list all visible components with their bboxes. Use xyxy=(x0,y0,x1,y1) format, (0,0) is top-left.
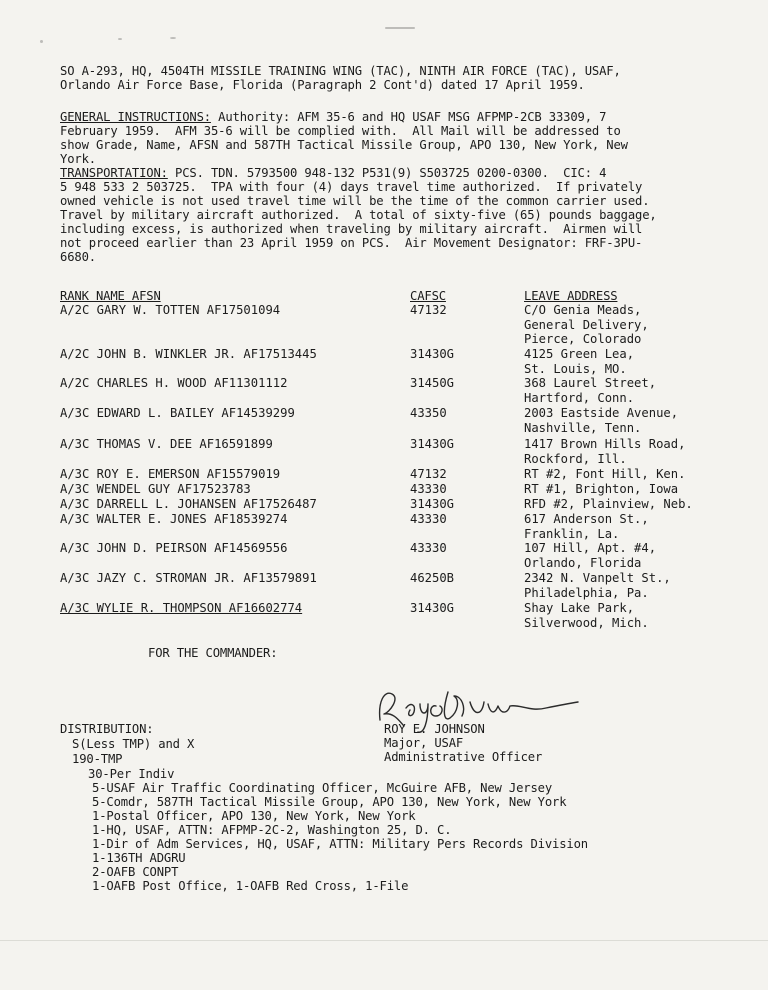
general-instructions-line-3: show Grade, Name, AFSN and 587TH Tactical Missile Group, APO 130, New York, New xyxy=(60,138,628,152)
airman-leave-address: 368 Laurel Street, Hartford, Conn. xyxy=(524,376,657,405)
scan-speck xyxy=(170,37,176,39)
transportation-line-6: not proceed earlier than 23 April 1959 on PCS. Air Movement Designator: FRF-3PU- xyxy=(60,236,643,250)
heading-line-1: SO A-293, HQ, 4504TH MISSILE TRAINING WING (TAC), NINTH AIR FORCE (TAC), USAF, xyxy=(60,64,621,78)
airman-cafsc: 47132 xyxy=(410,467,447,481)
airman-cafsc: 43350 xyxy=(410,406,447,420)
transportation-line-3: owned vehicle is not used travel time will be the time of the common carrier used. xyxy=(60,194,650,208)
transportation-line-1: TRANSPORTATION: PCS. TDN. 5793500 948-132 P531(9) S503725 0200-0300. CIC: 4 xyxy=(60,166,607,180)
table-row xyxy=(0,571,768,601)
distribution-line: 190-TMP xyxy=(72,752,123,766)
airman-leave-address: 107 Hill, Apt. #4, Orlando, Florida xyxy=(524,541,657,570)
airman-name: A/3C JAZY C. STROMAN JR. AF13579891 xyxy=(60,571,317,585)
airman-cafsc: 31430G xyxy=(410,497,455,511)
heading-line-2: Orlando Air Force Base, Florida (Paragraph 2 Cont'd) dated 17 April 1959. xyxy=(60,78,585,92)
table-row xyxy=(0,601,768,631)
general-instructions-line-1: GENERAL INSTRUCTIONS: Authority: AFM 35-6 and HQ USAF MSG AFPMP-2CB 33309, 7 xyxy=(60,110,607,124)
distribution-line: 5-USAF Air Traffic Coordinating Officer, McGuire AFB, New Jersey xyxy=(92,781,552,795)
airman-name: A/3C ROY E. EMERSON AF15579019 xyxy=(60,467,281,481)
airman-cafsc: 46250B xyxy=(410,571,455,585)
table-row xyxy=(0,347,768,377)
airman-leave-address: 1417 Brown Hills Road, Rockford, Ill. xyxy=(524,437,686,466)
airman-cafsc: 31430G xyxy=(410,347,455,361)
scan-speck xyxy=(40,40,43,43)
airman-name: A/2C JOHN B. WINKLER JR. AF17513445 xyxy=(60,347,317,361)
distribution-line: 5-Comdr, 587TH Tactical Missile Group, APO 130, New York, New York xyxy=(92,795,567,809)
table-header-address: LEAVE ADDRESS xyxy=(524,289,618,303)
distribution-line: S(Less TMP) and X xyxy=(72,737,195,751)
airman-cafsc: 43330 xyxy=(410,541,447,555)
distribution-line: 1-Dir of Adm Services, HQ, USAF, ATTN: Military Pers Records Division xyxy=(92,837,588,851)
airman-cafsc: 31430G xyxy=(410,601,455,615)
transportation-line-2: 5 948 533 2 503725. TPA with four (4) days travel time authorized. If privately xyxy=(60,180,643,194)
distribution-line: 1-OAFB Post Office, 1-OAFB Red Cross, 1-File xyxy=(92,879,409,893)
airman-leave-address: 4125 Green Lea, St. Louis, MO. xyxy=(524,347,635,376)
airman-leave-address: 2003 Eastside Avenue, Nashville, Tenn. xyxy=(524,406,679,435)
transportation-line-5: including excess, is authorized when traveling by military aircraft. Airmen will xyxy=(60,222,643,236)
airman-name: A/3C EDWARD L. BAILEY AF14539299 xyxy=(60,406,295,420)
for-the-commander: FOR THE COMMANDER: xyxy=(148,646,278,660)
signer-title: Administrative Officer xyxy=(384,750,543,764)
general-instructions-line-4: York. xyxy=(60,152,96,166)
distribution-line: 30-Per Indiv xyxy=(88,767,175,781)
airman-leave-address: Shay Lake Park, Silverwood, Mich. xyxy=(524,601,649,630)
table-row xyxy=(0,406,768,436)
general-instructions-line-2: February 1959. AFM 35-6 will be complied with. All Mail will be addressed to xyxy=(60,124,621,138)
table-row xyxy=(0,512,768,542)
table-header-name: RANK NAME AFSN xyxy=(60,289,161,303)
table-row xyxy=(0,376,768,406)
airman-cafsc: 31430G xyxy=(410,437,455,451)
distribution-line: 1-136TH ADGRU xyxy=(92,851,186,865)
airman-leave-address: RT #2, Font Hill, Ken. xyxy=(524,467,686,481)
airman-name: A/3C THOMAS V. DEE AF16591899 xyxy=(60,437,273,451)
signer-rank: Major, USAF xyxy=(384,736,464,750)
scan-speck xyxy=(118,38,122,40)
distribution-line: 1-Postal Officer, APO 130, New York, New York xyxy=(92,809,416,823)
distribution-line: 2-OAFB CONPT xyxy=(92,865,179,879)
table-row xyxy=(0,437,768,467)
page-fold-line xyxy=(0,940,768,941)
transportation-line-7: 6680. xyxy=(60,250,96,264)
transportation-line-4: Travel by military aircraft authorized. A total of sixty-five (65) pounds baggage, xyxy=(60,208,657,222)
airman-name: A/3C JOHN D. PEIRSON AF14569556 xyxy=(60,541,288,555)
airman-name: A/3C DARRELL L. JOHANSEN AF17526487 xyxy=(60,497,317,511)
signer-name: ROY E. JOHNSON xyxy=(384,722,485,736)
airman-cafsc: 43330 xyxy=(410,512,447,526)
airman-name: A/3C WENDEL GUY AF17523783 xyxy=(60,482,251,496)
distribution-line: 1-HQ, USAF, ATTN: AFPMP-2C-2, Washington 25, D. C. xyxy=(92,823,452,837)
airman-leave-address: C/O Genia Meads, General Delivery, Pierce, Colorado xyxy=(524,303,649,346)
airman-name: A/3C WYLIE R. THOMPSON AF16602774 xyxy=(60,601,303,615)
table-row xyxy=(0,541,768,571)
airman-leave-address: RFD #2, Plainview, Neb. xyxy=(524,497,693,511)
scan-speck xyxy=(385,27,415,29)
general-instructions-label: GENERAL INSTRUCTIONS: xyxy=(60,110,211,124)
airman-cafsc: 31450G xyxy=(410,376,455,390)
airman-cafsc: 47132 xyxy=(410,303,447,317)
table-header-cafsc: CAFSC xyxy=(410,289,446,303)
airman-name: A/3C WALTER E. JONES AF18539274 xyxy=(60,512,288,526)
airman-name: A/2C GARY W. TOTTEN AF17501094 xyxy=(60,303,281,317)
airman-leave-address: RT #1, Brighton, Iowa xyxy=(524,482,679,496)
airman-cafsc: 43330 xyxy=(410,482,447,496)
airman-leave-address: 617 Anderson St., Franklin, La. xyxy=(524,512,649,541)
airman-leave-address: 2342 N. Vanpelt St., Philadelphia, Pa. xyxy=(524,571,671,600)
table-row xyxy=(0,303,768,346)
distribution-label: DISTRIBUTION: xyxy=(60,722,154,736)
airman-name: A/2C CHARLES H. WOOD AF11301112 xyxy=(60,376,288,390)
transportation-label: TRANSPORTATION: xyxy=(60,166,168,180)
